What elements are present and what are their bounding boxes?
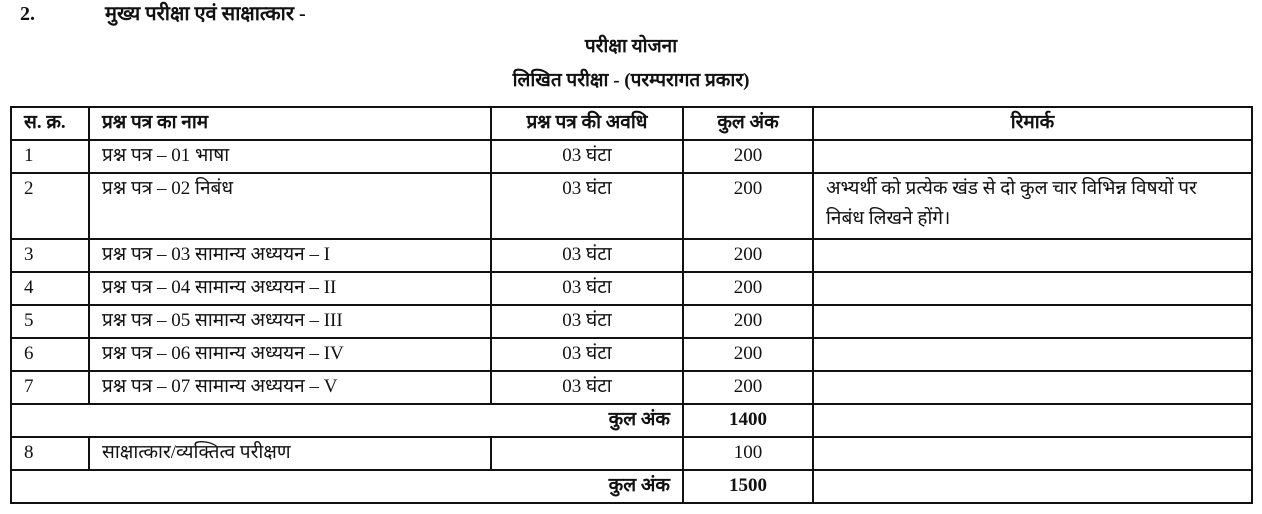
subtotal-remark: [813, 404, 1252, 437]
table-row: [11, 173, 1252, 239]
cell-marks: 200: [683, 140, 813, 173]
header-remark: रिमार्क: [813, 107, 1252, 140]
cell-duration: 03 घंटा: [491, 305, 683, 338]
cell-serial: 3: [11, 239, 89, 272]
subtotal-row: [11, 404, 1252, 437]
cell-serial: 4: [11, 272, 89, 305]
cell-duration: 03 घंटा: [491, 272, 683, 305]
written-exam-title: लिखित परीक्षा - (परम्परागत प्रकार): [512, 70, 750, 91]
cell-paper-name: प्रश्न पत्र – 01 भाषा: [89, 140, 491, 173]
table-row: [11, 338, 1252, 371]
cell-marks: 200: [683, 173, 813, 239]
cell-marks: 200: [683, 239, 813, 272]
cell-marks: 200: [683, 338, 813, 371]
cell-serial: 1: [11, 140, 89, 173]
exam-scheme-table: [10, 106, 1253, 504]
cell-remark: [813, 305, 1252, 338]
cell-serial: 7: [11, 371, 89, 404]
cell-duration: 03 घंटा: [491, 371, 683, 404]
cell-paper-name: प्रश्न पत्र – 05 सामान्य अध्ययन – III: [89, 305, 491, 338]
section-title: मुख्य परीक्षा एवं साक्षात्कार -: [105, 3, 306, 25]
table-row: [11, 272, 1252, 305]
cell-marks: 100: [683, 437, 813, 470]
total-remark: [813, 470, 1252, 503]
cell-paper-name: प्रश्न पत्र – 02 निबंध: [89, 173, 491, 239]
table-row: [11, 140, 1252, 173]
subtotal-value: 1400: [683, 404, 813, 437]
table-row: [11, 239, 1252, 272]
cell-paper-name: प्रश्न पत्र – 04 सामान्य अध्ययन – II: [89, 272, 491, 305]
table-row: [11, 371, 1252, 404]
cell-serial: 8: [11, 437, 89, 470]
cell-marks: 200: [683, 305, 813, 338]
cell-marks: 200: [683, 371, 813, 404]
cell-serial: 2: [11, 173, 89, 239]
cell-paper-name: प्रश्न पत्र – 03 सामान्य अध्ययन – I: [89, 239, 491, 272]
total-label: कुल अंक: [11, 470, 683, 503]
total-row: [11, 470, 1252, 503]
cell-duration: 03 घंटा: [491, 239, 683, 272]
interview-row: [11, 437, 1252, 470]
cell-remark: [813, 239, 1252, 272]
header-serial: स. क्र.: [11, 107, 89, 140]
cell-duration: 03 घंटा: [491, 173, 683, 239]
cell-paper-name: प्रश्न पत्र – 06 सामान्य अध्ययन – IV: [89, 338, 491, 371]
header-duration: प्रश्न पत्र की अवधि: [491, 107, 683, 140]
cell-remark: [813, 140, 1252, 173]
cell-paper-name: प्रश्न पत्र – 07 सामान्य अध्ययन – V: [89, 371, 491, 404]
cell-paper-name: साक्षात्कार/व्यक्तित्व परीक्षण: [89, 437, 491, 470]
cell-remark: [813, 338, 1252, 371]
header-marks: कुल अंक: [683, 107, 813, 140]
header-paper-name: प्रश्न पत्र का नाम: [89, 107, 491, 140]
subtotal-label: कुल अंक: [11, 404, 683, 437]
cell-serial: 6: [11, 338, 89, 371]
cell-remark: [813, 437, 1252, 470]
cell-remark: [813, 371, 1252, 404]
total-value: 1500: [683, 470, 813, 503]
cell-duration: [491, 437, 683, 470]
cell-marks: 200: [683, 272, 813, 305]
table-row: [11, 305, 1252, 338]
table-header-row: [11, 107, 1252, 140]
cell-remark: अभ्यर्थी को प्रत्येक खंड से दो कुल चार विभिन्न विषयों पर निबंध लिखने होंगे।: [813, 173, 1252, 239]
cell-remark: [813, 272, 1252, 305]
exam-scheme-title: परीक्षा योजना: [584, 36, 678, 57]
cell-serial: 5: [11, 305, 89, 338]
cell-duration: 03 घंटा: [491, 140, 683, 173]
section-number: 2.: [20, 3, 35, 25]
cell-duration: 03 घंटा: [491, 338, 683, 371]
